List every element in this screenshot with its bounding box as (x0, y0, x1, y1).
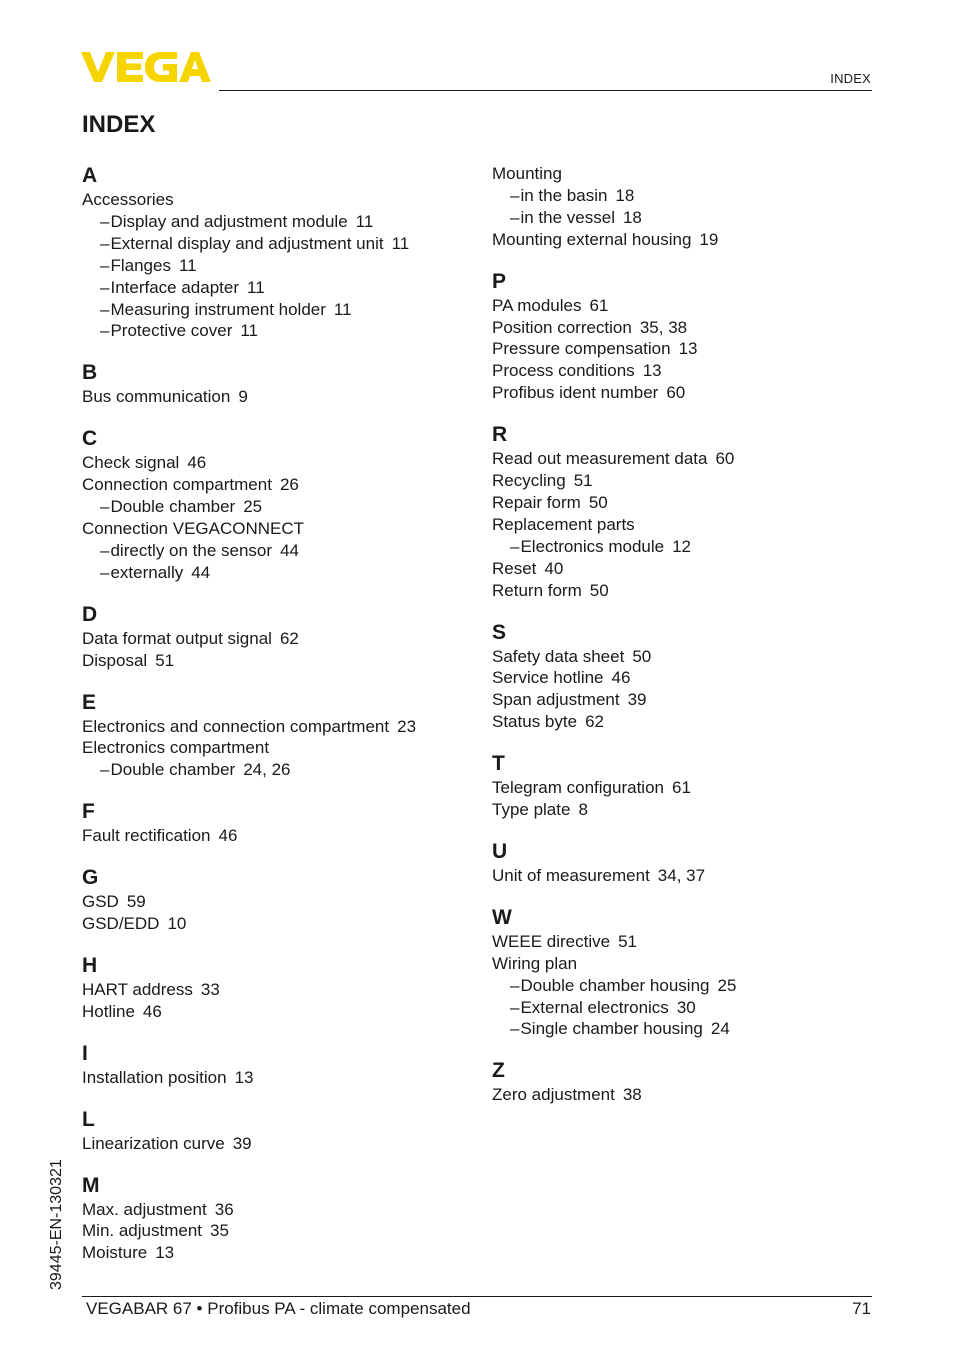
index-page-ref: 35 (210, 1221, 229, 1241)
index-page-ref: 51 (573, 471, 593, 491)
index-section (82, 799, 472, 847)
index-entry (492, 711, 882, 733)
index-term: Interface adapter (110, 277, 239, 297)
index-page-ref: 39 (627, 690, 647, 710)
index-term: GSD (82, 892, 119, 912)
index-column-right (492, 163, 882, 1124)
index-page-ref: 50 (632, 646, 652, 666)
index-page-ref: 30 (676, 997, 696, 1017)
index-term: Connection compartment (82, 475, 272, 495)
index-term: Telegram configuration (492, 778, 664, 798)
index-page-ref: 62 (279, 628, 299, 648)
index-entry (82, 1133, 472, 1155)
index-term: Span adjustment (492, 690, 620, 710)
index-term: Profibus ident number (492, 383, 659, 403)
index-term: Protective cover (110, 321, 233, 341)
index-term: Process conditions (492, 361, 635, 381)
index-entry (492, 382, 882, 404)
index-entry (492, 492, 882, 514)
index-page-ref: 26 (279, 475, 299, 495)
index-term: External display and adjustment unit (110, 233, 384, 253)
index-entry (492, 229, 882, 251)
index-entry (82, 518, 472, 540)
index-term: Disposal (82, 650, 148, 670)
index-letter-heading: H (82, 953, 98, 977)
index-entry (492, 448, 882, 470)
index-term: Type plate (492, 800, 571, 820)
index-term: Wiring plan (492, 953, 578, 973)
index-subentry (82, 255, 472, 277)
index-entry (492, 646, 882, 668)
index-entry (492, 777, 882, 799)
index-column-left (82, 163, 472, 1282)
index-entry (492, 865, 882, 887)
index-term: Double chamber (110, 760, 236, 780)
document-code: 39445-EN-130321 (48, 1159, 65, 1290)
index-page-ref: 61 (671, 778, 691, 798)
index-page-ref: 23 (397, 716, 417, 736)
index-letter-heading: D (82, 602, 98, 626)
index-entry (82, 891, 472, 913)
index-letter-heading: B (82, 361, 98, 385)
index-page-ref: 44 (280, 540, 299, 560)
index-subentry (492, 1018, 882, 1040)
index-page-ref: 46 (611, 668, 631, 688)
index-page-ref: 60 (715, 449, 735, 469)
index-section (492, 269, 882, 405)
index-subentry (82, 320, 472, 342)
index-term: Return form (492, 580, 582, 600)
page-title: INDEX (82, 111, 156, 138)
index-letter-heading: P (492, 269, 507, 293)
index-term: Flanges (110, 255, 171, 275)
index-term: Pressure compensation (492, 339, 671, 359)
index-page-ref: 33 (200, 979, 220, 999)
index-page-ref: 59 (126, 892, 146, 912)
index-page-ref: 11 (333, 299, 352, 319)
index-letter-heading: E (82, 690, 97, 714)
index-subentry (82, 211, 472, 233)
index-page-ref: 10 (167, 914, 187, 934)
index-term: Min. adjustment (82, 1221, 202, 1241)
index-entry (82, 716, 472, 738)
index-term: PA modules (492, 295, 582, 315)
index-page-ref: 61 (589, 295, 609, 315)
index-subentry (82, 759, 472, 781)
index-letter-heading: F (82, 800, 95, 824)
index-subentry (82, 233, 472, 255)
index-entry (82, 1199, 472, 1221)
index-term: Connection VEGACONNECT (82, 518, 305, 538)
index-term: Recycling (492, 471, 566, 491)
index-term: externally (110, 562, 184, 582)
index-entry (82, 189, 472, 211)
index-entry (82, 452, 472, 474)
vega-logo (81, 52, 211, 82)
index-page-ref: 18 (622, 207, 642, 227)
index-entry (82, 474, 472, 496)
index-entry (82, 979, 472, 1001)
index-entry (82, 913, 472, 935)
index-entry (492, 514, 882, 536)
index-entry (492, 799, 882, 821)
index-letter-heading: R (492, 423, 508, 447)
index-term: Bus communication (82, 387, 231, 407)
index-section (82, 163, 472, 342)
index-term: Measuring instrument holder (110, 299, 326, 319)
index-term: Display and adjustment module (110, 211, 348, 231)
index-page-ref: 36 (214, 1199, 234, 1219)
index-page-ref: 50 (588, 492, 608, 512)
index-term: Zero adjustment (492, 1085, 615, 1105)
index-section (82, 426, 472, 583)
index-letter-heading: G (82, 866, 99, 890)
index-subentry (492, 185, 882, 207)
index-page-ref: 13 (234, 1067, 254, 1087)
index-letter-heading: T (492, 752, 505, 776)
index-page-ref: 13 (678, 339, 698, 359)
index-page-ref: 51 (618, 931, 638, 951)
index-term: Check signal (82, 453, 180, 473)
index-entry (492, 338, 882, 360)
index-entry (82, 737, 472, 759)
index-entry (82, 1242, 472, 1264)
index-page-ref: 62 (585, 712, 604, 732)
index-term: in the basin (520, 185, 608, 205)
index-page-ref: 51 (155, 650, 175, 670)
index-subentry (82, 496, 472, 518)
index-entry (492, 1084, 882, 1106)
index-term: Reset (492, 558, 537, 578)
index-page-ref: 11 (178, 255, 197, 275)
index-term: Moisture (82, 1243, 148, 1263)
index-entry (492, 163, 882, 185)
index-subentry (82, 277, 472, 299)
index-letter-heading: S (492, 620, 507, 644)
index-entry (82, 628, 472, 650)
index-subentry (492, 975, 882, 997)
index-term: Repair form (492, 492, 581, 512)
index-page-ref: 40 (544, 558, 564, 578)
index-term: Status byte (492, 712, 578, 732)
index-entry (492, 295, 882, 317)
index-entry (492, 317, 882, 339)
index-page-ref: 11 (247, 277, 265, 297)
index-section (492, 1058, 882, 1106)
index-entry (82, 386, 472, 408)
index-page-ref: 46 (187, 453, 207, 473)
index-term: Double chamber housing (520, 975, 710, 995)
index-section (492, 620, 882, 734)
index-term: Installation position (82, 1067, 227, 1087)
index-page-ref: 9 (238, 387, 248, 407)
index-entry (82, 1001, 472, 1023)
index-page-ref: 11 (355, 211, 374, 231)
index-term: Accessories (82, 190, 174, 209)
footer-title: VEGABAR 67 • Profibus PA - climate compensated (86, 1299, 471, 1318)
index-term: Single chamber housing (520, 1019, 703, 1039)
index-page-ref: 38 (622, 1085, 642, 1105)
index-term: HART address (82, 979, 193, 999)
index-page-ref: 39 (232, 1133, 252, 1153)
index-term: GSD/EDD (82, 914, 160, 934)
index-page-ref: 25 (717, 975, 737, 995)
index-page-ref: 12 (672, 536, 692, 556)
index-term: Unit of measurement (492, 865, 650, 885)
index-page-ref: 60 (666, 383, 686, 403)
index-term: Replacement parts (492, 514, 635, 534)
index-section (82, 360, 472, 408)
index-term: Electronics compartment (82, 738, 270, 758)
index-section (82, 690, 472, 782)
index-page-ref: 24 (710, 1019, 730, 1039)
index-page-ref: 13 (155, 1243, 175, 1263)
index-page-ref: 24, 26 (243, 760, 291, 780)
index-page-ref: 34, 37 (657, 865, 706, 885)
index-term: Mounting (492, 164, 562, 183)
footer-rule (82, 1296, 872, 1297)
index-term: in the vessel (520, 207, 615, 227)
index-section (82, 1173, 472, 1265)
index-section (492, 839, 882, 887)
index-term: Mounting external housing (492, 229, 692, 249)
index-page-ref: 13 (642, 361, 662, 381)
index-subentry (492, 997, 882, 1019)
index-term: WEEE directive (492, 931, 611, 951)
index-entry (82, 650, 472, 672)
header-rule (219, 90, 872, 91)
index-letter-heading: A (82, 164, 98, 187)
index-term: Hotline (82, 1001, 135, 1021)
index-entry (492, 580, 882, 602)
index-page-ref: 11 (391, 233, 410, 253)
index-entry (492, 689, 882, 711)
index-letter-heading: L (82, 1107, 95, 1131)
index-entry (492, 931, 882, 953)
index-page-ref: 8 (578, 800, 588, 820)
index-section (492, 163, 882, 251)
index-entry (492, 667, 882, 689)
index-section (492, 422, 882, 601)
index-page-ref: 35, 38 (639, 317, 688, 337)
index-letter-heading: M (82, 1173, 100, 1197)
index-page-ref: 46 (218, 826, 238, 846)
index-term: Data format output signal (82, 628, 272, 648)
index-entry (492, 953, 882, 975)
index-page-ref: 44 (191, 562, 211, 582)
index-entry (492, 360, 882, 382)
index-term: Max. adjustment (82, 1199, 207, 1219)
index-entry (82, 825, 472, 847)
index-entry (82, 1220, 472, 1242)
index-term: Electronics module (520, 536, 665, 556)
index-page-ref: 25 (243, 497, 263, 517)
index-letter-heading: W (492, 905, 512, 929)
index-subentry (82, 540, 472, 562)
index-term: Electronics and connection compartment (82, 716, 390, 736)
index-letter-heading: Z (492, 1059, 505, 1083)
index-term: Fault rectification (82, 826, 211, 846)
index-entry (492, 558, 882, 580)
index-page-ref: 19 (699, 229, 719, 249)
index-section (82, 953, 472, 1023)
index-page-ref: 46 (142, 1001, 162, 1021)
header-section-label: INDEX (830, 71, 871, 86)
index-term: Read out measurement data (492, 449, 708, 469)
index-section (492, 751, 882, 821)
index-section (82, 1107, 472, 1155)
index-letter-heading: U (492, 839, 508, 863)
index-letter-heading: I (82, 1041, 88, 1065)
index-subentry (492, 207, 882, 229)
index-page-ref: 11 (240, 321, 259, 341)
index-term: Safety data sheet (492, 646, 625, 666)
index-term: Linearization curve (82, 1133, 225, 1153)
index-term: Position correction (492, 317, 632, 337)
index-entry (492, 470, 882, 492)
index-term: External electronics (520, 997, 669, 1017)
index-term: Double chamber (110, 497, 236, 517)
index-term: Service hotline (492, 668, 604, 688)
index-section (82, 602, 472, 672)
index-letter-heading: C (82, 427, 98, 451)
index-entry (82, 1067, 472, 1089)
index-section (82, 865, 472, 935)
index-subentry (492, 536, 882, 558)
index-section (492, 905, 882, 1041)
index-subentry (82, 562, 472, 584)
index-subentry (82, 299, 472, 321)
index-page-ref: 50 (589, 580, 609, 600)
page-number: 71 (852, 1299, 871, 1318)
index-section (82, 1041, 472, 1089)
index-page-ref: 18 (615, 185, 635, 205)
index-term: directly on the sensor (110, 540, 273, 560)
